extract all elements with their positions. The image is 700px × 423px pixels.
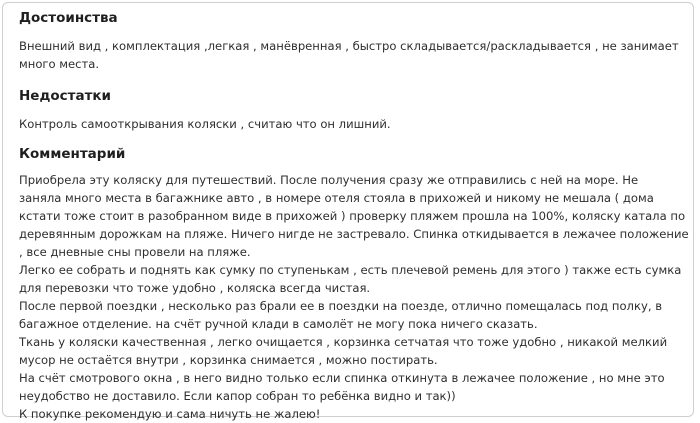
pros-heading: Достоинства (19, 10, 118, 26)
comment-text (19, 171, 689, 423)
cons-heading: Недостатки (19, 88, 112, 104)
comment-line: неудобство не доставило. Если капор собран то ребёнка видно и так)) (19, 389, 456, 403)
comment-line: Приобрела эту коляску для путешествий. После получения сразу же отправились с ней на море. Не (19, 173, 639, 187)
cons-text (19, 115, 675, 133)
pros-line: много места. (19, 57, 100, 71)
comment-line: На счёт смотрового окна , в него видно только если спинка откинута в лежачее положение , но мне это (19, 371, 665, 385)
comment-line: деревянным дорожкам на пляже. Ничего нигде не застревало. Спинка откидывается в лежачее положение (19, 227, 689, 241)
comment-line: , все дневные сны провели на пляже. (19, 245, 251, 259)
review-card (2, 2, 694, 421)
pros-line: Внешний вид , комплектация ,легкая , манёвренная , быстро складывается/раскладывается , не занимает (19, 39, 679, 53)
comment-line: для перевозки что тоже удобно , коляска всегда чистая. (19, 281, 371, 295)
comment-heading: Комментарий (19, 146, 126, 162)
comment-line: Легко ее собрать и поднять как сумку по ступенькам , есть плечевой ремень для этого ) также есть сумка (19, 263, 682, 277)
pros-text (19, 37, 679, 73)
comment-line: мусор не остаётся внутри , корзинка снимается , можно постирать. (19, 353, 438, 367)
comment-line: кстати тоже стоит в разобранном виде в прихожей ) проверку пляжем прошла на 100%, коляску катала по (19, 209, 686, 223)
cons-line: Контроль самооткрывания коляски , считаю что он лишний. (19, 117, 391, 131)
comment-line: После первой поездки , несколько раз брали ее в поездки на поезде, отлично помещалась под полку, в (19, 299, 663, 313)
comment-line: заняла много места в багажнике авто , в номере отеля стояла в прихожей и никому не мешала ( дома (19, 191, 654, 205)
comment-line: К покупке рекомендую и сама ничуть не жалею! (19, 407, 321, 421)
comment-line: багажное отделение. на счёт ручной клади в самолёт не могу пока ничего сказать. (19, 317, 538, 331)
comment-line: Ткань у коляски качественная , легко очищается , корзинка сетчатая что тоже удобно , никакой мелкий (19, 335, 668, 349)
